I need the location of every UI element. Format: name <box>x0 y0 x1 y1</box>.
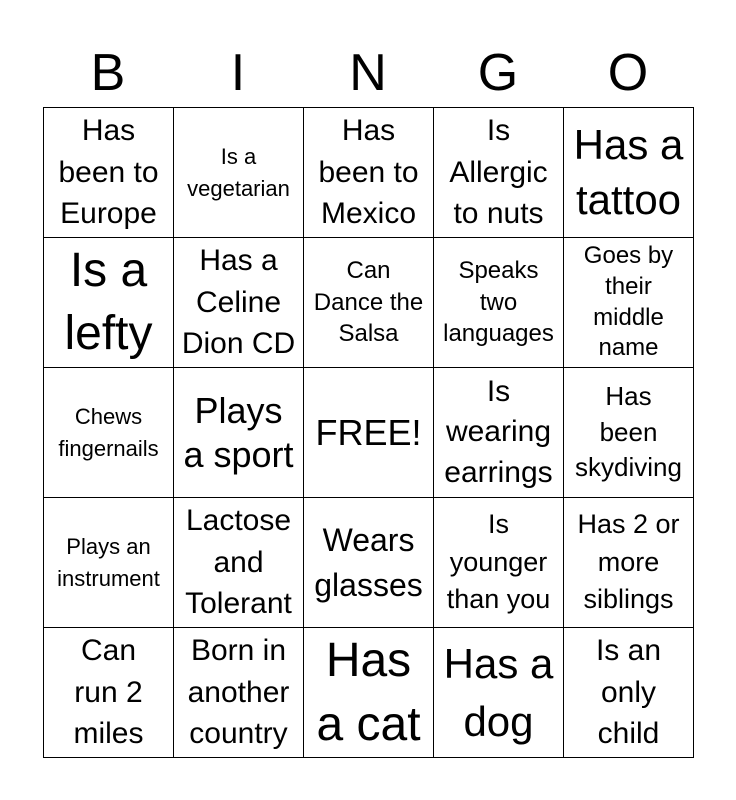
bingo-cell-text: Can Dance the Salsa <box>313 256 424 348</box>
bingo-cell-r4c5[interactable] <box>564 498 694 628</box>
bingo-cell-text: Born in another country <box>187 634 290 751</box>
bingo-cell-text: Speaks two languages <box>443 256 554 348</box>
bingo-cell-r4c2[interactable] <box>174 498 304 628</box>
bingo-cell-r2c2[interactable] <box>174 238 304 368</box>
bingo-cell-r2c4[interactable] <box>434 238 564 368</box>
bingo-cell-r2c1[interactable] <box>44 238 174 368</box>
bingo-cell-text: Has been to Mexico <box>318 114 419 231</box>
bingo-cell-r5c5[interactable] <box>564 628 694 758</box>
bingo-cell-r1c5[interactable] <box>564 108 694 238</box>
bingo-cell-r5c2[interactable] <box>174 628 304 758</box>
bingo-cell-r2c3[interactable] <box>304 238 434 368</box>
bingo-cell-r3c3[interactable] <box>304 368 434 498</box>
bingo-cell-text: Is an only child <box>595 634 662 751</box>
bingo-cell-r3c1[interactable] <box>44 368 174 498</box>
bingo-cell-r4c3[interactable] <box>304 498 434 628</box>
bingo-cell-text: Is younger than you <box>446 508 551 615</box>
bingo-cell-text: Chews fingernails <box>58 404 159 461</box>
bingo-cell-r1c2[interactable] <box>174 108 304 238</box>
bingo-cell-text: Has a dog <box>443 639 554 745</box>
bingo-cell-text: Has been to Europe <box>58 114 159 231</box>
bingo-cell-r5c1[interactable] <box>44 628 174 758</box>
bingo-cell-r1c1[interactable] <box>44 108 174 238</box>
bingo-cell-text: Is wearing earrings <box>444 374 553 489</box>
bingo-cell-text: Is a lefty <box>64 244 153 360</box>
bingo-cell-text: Has a tattoo <box>573 120 684 223</box>
bingo-cell-text: Plays a sport <box>183 390 294 475</box>
bingo-cell-r5c3[interactable] <box>304 628 434 758</box>
bingo-cell-text: Has been skydiving <box>575 380 682 483</box>
bingo-cell-text: Has a Celine Dion CD <box>181 244 296 361</box>
bingo-cell-text: Has 2 or more siblings <box>577 508 680 615</box>
header-letter-n: N <box>349 44 387 102</box>
header-letter-g: G <box>477 44 519 102</box>
bingo-cell-r1c3[interactable] <box>304 108 434 238</box>
free-space-label: FREE! <box>315 411 422 453</box>
bingo-header <box>43 40 693 106</box>
bingo-cell-text: Is a vegetarian <box>187 144 290 201</box>
bingo-cell-text: Can run 2 miles <box>73 634 144 751</box>
bingo-cell-text: Lactose and Tolerant <box>185 504 292 621</box>
bingo-cell-text: Is Allergic to nuts <box>449 114 548 231</box>
bingo-cell-r2c5[interactable] <box>564 238 694 368</box>
header-letter-i: I <box>230 44 246 102</box>
bingo-cell-r3c2[interactable] <box>174 368 304 498</box>
header-letter-b: B <box>90 44 126 102</box>
bingo-cell-text: Has a cat <box>316 634 421 751</box>
bingo-cell-text: Goes by their middle name <box>583 242 674 362</box>
header-letter-o: O <box>607 44 649 102</box>
bingo-cell-r5c4[interactable] <box>434 628 564 758</box>
bingo-cell-text: Plays an instrument <box>57 534 160 591</box>
bingo-cell-r3c5[interactable] <box>564 368 694 498</box>
bingo-cell-r4c4[interactable] <box>434 498 564 628</box>
bingo-board <box>43 107 694 758</box>
bingo-cell-r3c4[interactable] <box>434 368 564 498</box>
bingo-cell-text: Wears glasses <box>314 521 423 603</box>
bingo-cell-r1c4[interactable] <box>434 108 564 238</box>
bingo-cell-r4c1[interactable] <box>44 498 174 628</box>
